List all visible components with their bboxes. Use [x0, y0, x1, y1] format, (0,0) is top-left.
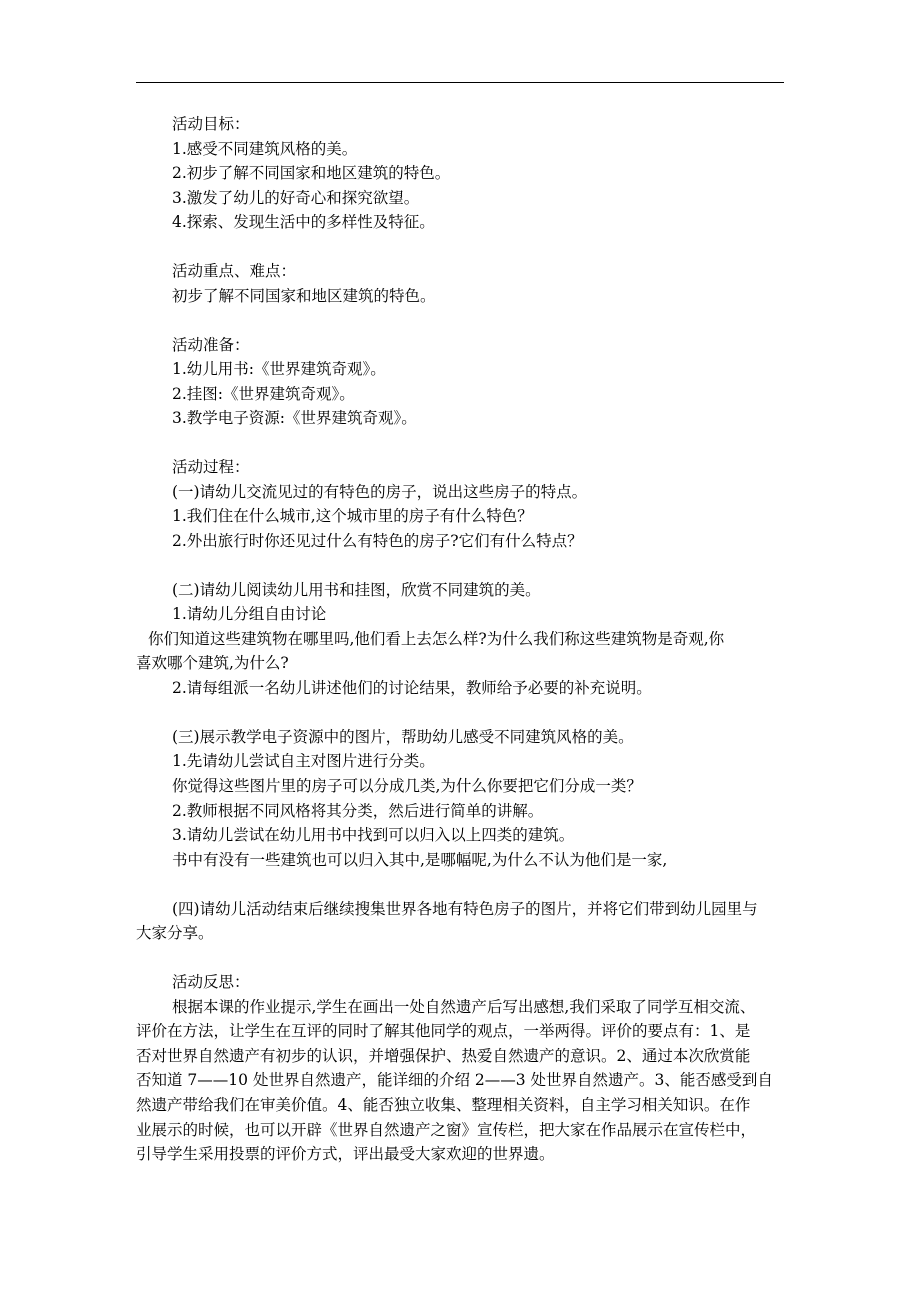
process-part3-line: 1.先请幼儿尝试自主对图片进行分类。 — [172, 752, 435, 771]
process-part2-item: 1.请幼儿分组自由讨论 — [172, 605, 327, 624]
process-part3-title: (三)展示教学电子资源中的图片，帮助幼儿感受不同建筑风格的美。 — [172, 727, 634, 746]
process-part4-line: 大家分享。 — [136, 924, 214, 943]
process-part3-line: 书中有没有一些建筑也可以归入其中,是哪幅呢,为什么不认为他们是一家, — [172, 850, 668, 869]
preparation-heading: 活动准备： — [172, 335, 250, 354]
process-part4-line: (四)请幼儿活动结束后继续搜集世界各地有特色房子的图片，并将它们带到幼儿园里与 — [172, 899, 758, 918]
process-part2-question-line: 喜欢哪个建筑,为什么? — [136, 654, 289, 673]
process-part1-item: 1.我们住在什么城市,这个城市里的房子有什么特色？ — [172, 507, 533, 526]
header-rule — [136, 82, 784, 83]
preparation-item: 2.挂图:《世界建筑奇观》。 — [172, 384, 355, 403]
process-part2-title: (二)请幼儿阅读幼儿用书和挂图，欣赏不同建筑的美。 — [172, 580, 541, 599]
reflection-line: 评价在方法，让学生在互评的同时了解其他同学的观点，一举两得。评价的要点有：1、是 — [136, 1022, 751, 1041]
preparation-item: 3.教学电子资源:《世界建筑奇观》。 — [172, 409, 417, 428]
process-part2-question-line: 你们知道这些建筑物在哪里吗,他们看上去怎么样?为什么我们称这些建筑物是奇观,你 — [148, 629, 725, 648]
goals-heading: 活动目标： — [172, 115, 250, 133]
process-part2-item: 2.请每组派一名幼儿讲述他们的讨论结果，教师给予必要的补充说明。 — [172, 679, 652, 698]
preparation-item: 1.幼儿用书:《世界建筑奇观》。 — [172, 360, 386, 379]
process-part3-line: 你觉得这些图片里的房子可以分成几类,为什么你要把它们分成一类？ — [172, 777, 642, 795]
reflection-line: 然遗产带给我们在审美价值。4、能否独立收集、整理相关资料，自主学习相关知识。在作 — [136, 1095, 751, 1114]
goal-item: 2.初步了解不同国家和地区建筑的特色。 — [172, 164, 451, 183]
reflection-line: 否对世界自然遗产有初步的认识，并增强保护、热爱自然遗产的意识。2、通过本次欣赏能 — [136, 1046, 751, 1065]
process-part3-line: 2.教师根据不同风格将其分类，然后进行简单的讲解。 — [172, 801, 544, 820]
process-heading: 活动过程： — [172, 458, 250, 477]
reflection-line: 业展示的时候，也可以开辟《世界自然遗产之窗》宣传栏，把大家在作品展示在宣传栏中， — [136, 1120, 757, 1139]
reflection-line: 否知道 7——10 处世界自然遗产，能详细的介绍 2——3 处世界自然遗产。3、能否感受到自 — [136, 1071, 773, 1090]
process-part1-title: (一)请幼儿交流见过的有特色的房子，说出这些房子的特点。 — [172, 482, 588, 501]
key-points-heading: 活动重点、难点： — [172, 262, 297, 281]
goal-item: 3.激发了幼儿的好奇心和探究欲望。 — [172, 188, 420, 207]
document-body — [136, 112, 784, 1167]
goal-item: 4.探索、发现生活中的多样性及特征。 — [172, 213, 435, 232]
reflection-heading: 活动反思： — [172, 972, 250, 991]
reflection-line: 根据本课的作业提示,学生在画出一处自然遗产后写出感想,我们采取了同学互相交流、 — [172, 997, 756, 1016]
reflection-line: 引导学生采用投票的评价方式，评出最受大家欢迎的世界遗。 — [136, 1145, 555, 1164]
process-part3-line: 3.请幼儿尝试在幼儿用书中找到可以归入以上四类的建筑。 — [172, 826, 575, 845]
process-part1-item: 2.外出旅行时你还见过什么有特色的房子?它们有什么特点？ — [172, 531, 583, 550]
goal-item: 1.感受不同建筑风格的美。 — [172, 139, 358, 158]
key-points-text: 初步了解不同国家和地区建筑的特色。 — [172, 286, 436, 305]
